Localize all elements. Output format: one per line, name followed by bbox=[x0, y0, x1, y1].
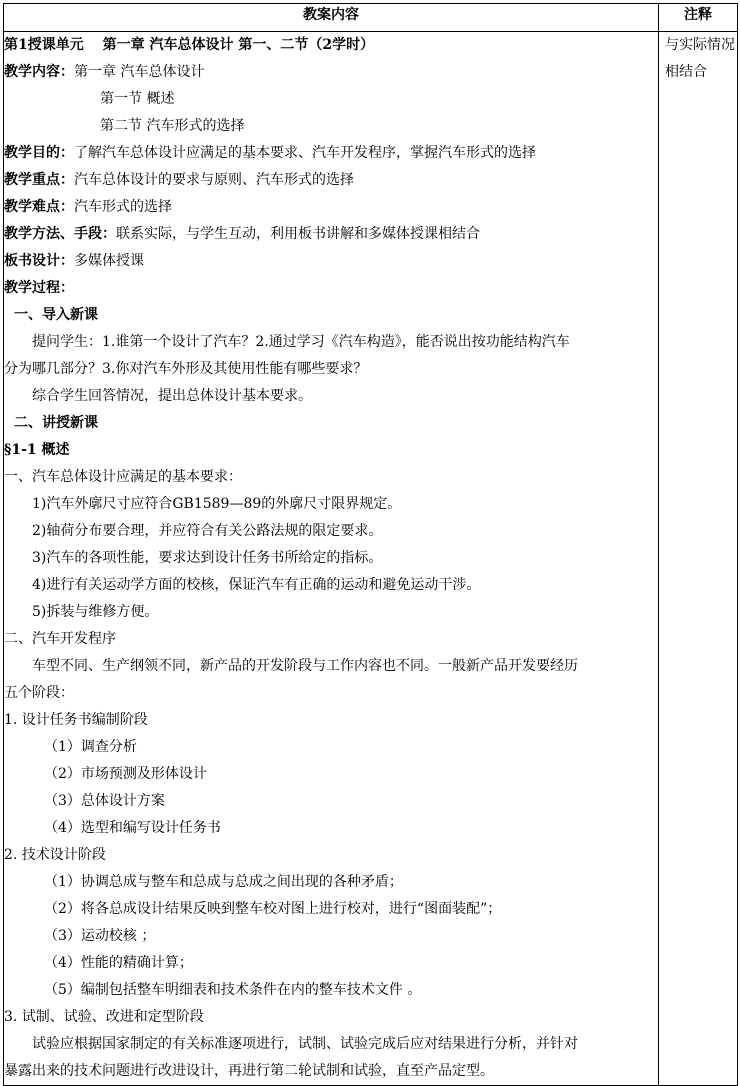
list-item: （4）选型和编写设计任务书 bbox=[44, 820, 221, 836]
part-title: 二、汽车开发程序 bbox=[4, 631, 116, 647]
lesson-content-cell bbox=[4, 32, 659, 1086]
list-item: （3）运动校核 ； bbox=[44, 928, 156, 944]
field-label: 教学目的： bbox=[4, 145, 74, 161]
list-item: （2）将各总成设计结果反映到整车校对图上进行校对，进行“图面装配”； bbox=[44, 901, 502, 917]
list-item: 1)汽车外廓尺寸应符合GB1589—89的外廓尺寸限界规定。 bbox=[32, 496, 402, 512]
field-value: 第一章 汽车总体设计 bbox=[74, 64, 205, 80]
field-section-2: 第二节 汽车形式的选择 bbox=[100, 118, 245, 134]
field-label: 教学难点： bbox=[4, 199, 74, 215]
paragraph-line: 车型不同、生产纲领不同，新产品的开发阶段与工作内容也不同。一般新产品开发要经历 bbox=[32, 658, 578, 674]
list-item: 4)进行有关运动学方面的校核，保证汽车有正确的运动和避免运动干涉。 bbox=[32, 577, 481, 593]
list-item: （1）协调总成与整车和总成与总成之间出现的各种矛盾； bbox=[44, 874, 403, 890]
field-value: 汽车总体设计的要求与原则、汽车形式的选择 bbox=[74, 172, 354, 188]
lesson-plan-table bbox=[3, 3, 738, 1086]
paragraph-line: 暴露出来的技术问题进行改进设计，再进行第二轮试制和试验，直至产品定型。 bbox=[4, 1063, 494, 1079]
header-row bbox=[4, 4, 738, 32]
field-section-1: 第一节 概述 bbox=[100, 91, 175, 107]
field-process: 教学过程： bbox=[4, 280, 74, 296]
field-label: 教学重点： bbox=[4, 172, 74, 188]
field-methods bbox=[4, 221, 658, 248]
list-item: 2)轴荷分布要合理，并应符合有关公路法规的限定要求。 bbox=[32, 523, 383, 539]
field-value: 汽车形式的选择 bbox=[74, 199, 172, 215]
stage-title: 1. 设计任务书编制阶段 bbox=[4, 712, 148, 728]
field-label: 教学方法、手段： bbox=[4, 226, 116, 242]
field-value: 了解汽车总体设计应满足的基本要求、汽车开发程序，掌握汽车形式的选择 bbox=[74, 145, 536, 161]
paragraph-line: 综合学生回答情况，提出总体设计基本要求。 bbox=[32, 388, 312, 404]
header-note: 注释 bbox=[659, 4, 738, 32]
field-value: 多媒体授课 bbox=[74, 253, 144, 269]
body-row bbox=[4, 32, 738, 1086]
field-label: 教学内容： bbox=[4, 64, 74, 80]
part-title: 一、汽车总体设计应满足的基本要求： bbox=[4, 469, 242, 485]
paragraph-line: 分为哪几部分？3.你对汽车外形及其使用性能有哪些要求？ bbox=[4, 361, 368, 377]
paragraph-line: 五个阶段： bbox=[4, 685, 74, 701]
field-teaching-goal bbox=[4, 140, 658, 167]
list-item: （4）性能的精确计算； bbox=[44, 955, 193, 971]
section-new-lesson-heading: 二、讲授新课 bbox=[14, 415, 98, 431]
list-item: （5）编制包括整车明细表和技术条件在内的整车技术文件 。 bbox=[44, 982, 422, 998]
list-item: 3)汽车的各项性能，要求达到设计任务书所给定的指标。 bbox=[32, 550, 383, 566]
list-item: （1）调查分析 bbox=[44, 739, 137, 755]
paragraph-line: 提问学生：1.谁第一个设计了汽车？2.通过学习《汽车构造》，能否说出按功能结构汽车 bbox=[32, 334, 570, 350]
note-text: 与实际情况相结合 bbox=[665, 37, 735, 80]
field-difficulties bbox=[4, 194, 658, 221]
list-item: 5)拆装与维修方便。 bbox=[32, 604, 159, 620]
list-item: （3）总体设计方案 bbox=[44, 793, 165, 809]
stage-title: 3. 试制、试验、改进和定型阶段 bbox=[4, 1009, 204, 1025]
field-label: 板书设计： bbox=[4, 253, 74, 269]
field-teaching-content bbox=[4, 59, 658, 86]
stage-title: 2. 技术设计阶段 bbox=[4, 847, 106, 863]
header-content: 教案内容 bbox=[4, 4, 659, 32]
lesson-title: 第1授课单元 第一章 汽车总体设计 第一、二节（2学时） bbox=[4, 37, 375, 53]
paragraph-line: 试验应根据国家制定的有关标准逐项进行，试制、试验完成后应对结果进行分析，并针对 bbox=[32, 1036, 578, 1052]
list-item: （2）市场预测及形体设计 bbox=[44, 766, 207, 782]
subsection-heading: §1-1 概述 bbox=[4, 442, 70, 458]
field-value: 联系实际，与学生互动，利用板书讲解和多媒体授课相结合 bbox=[116, 226, 480, 242]
field-board-design bbox=[4, 248, 658, 275]
field-key-points bbox=[4, 167, 658, 194]
note-cell bbox=[659, 32, 738, 1086]
section-intro-heading: 一、导入新课 bbox=[14, 307, 98, 323]
